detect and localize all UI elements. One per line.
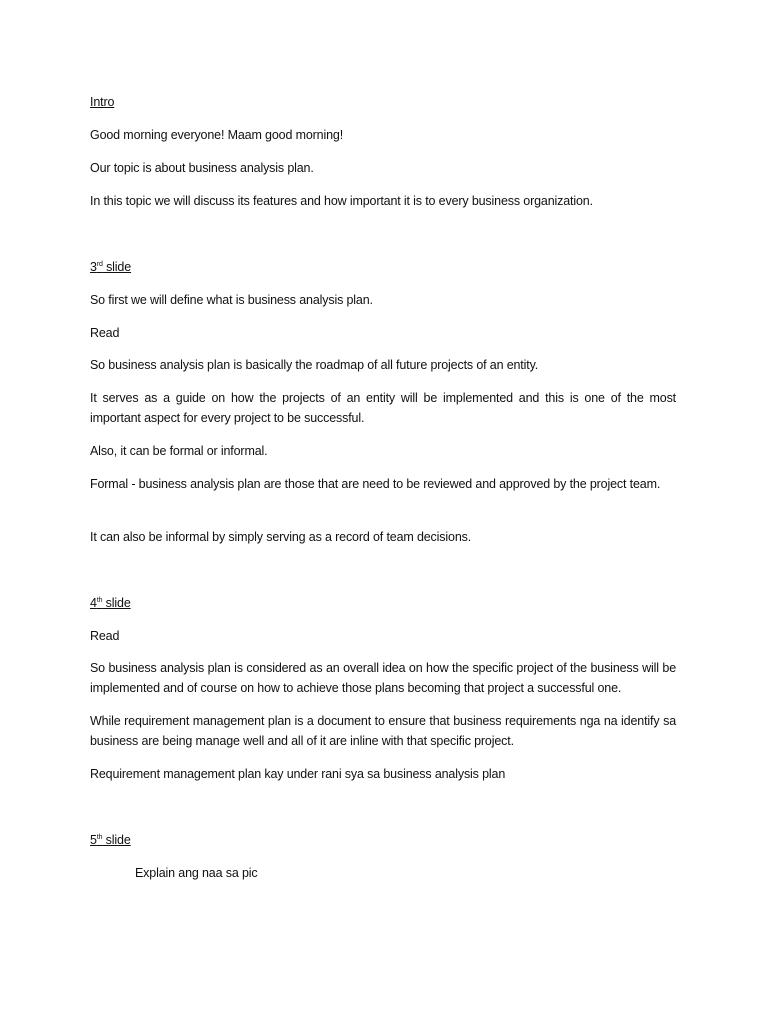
paragraph: Also, it can be formal or informal.	[90, 444, 268, 458]
paragraph: Read	[90, 629, 120, 643]
heading-number: 5	[90, 833, 97, 847]
paragraph: So first we will define what is business analysis plan.	[90, 293, 373, 307]
paragraph: Our topic is about business analysis plan.	[90, 161, 314, 175]
section-heading-intro: Intro	[90, 95, 115, 109]
paragraph: Good morning everyone! Maam good morning!	[90, 128, 344, 142]
heading-number: 3	[90, 260, 97, 274]
heading-number: 4	[90, 596, 97, 610]
section-heading-slide-4	[90, 593, 676, 613]
paragraph: Read	[90, 326, 120, 340]
paragraph: Formal - business analysis plan are those that are need to be reviewed and approved by the project team.	[90, 477, 661, 491]
heading-ordinal-suffix: th	[96, 834, 103, 841]
paragraph: It serves as a guide on how the projects of an entity will be implemented and this is one of the most important aspect for every project to be successful.	[90, 391, 676, 425]
heading-ordinal-suffix: th	[96, 597, 103, 604]
paragraph: While requirement management plan is a document to ensure that business requirements nga na identify sa business are being manage well and all of it are inline with that specific project.	[90, 714, 676, 748]
section-heading-slide-5	[90, 830, 676, 850]
paragraph: Requirement management plan kay under rani sya sa business analysis plan	[90, 767, 506, 781]
paragraph: Explain ang naa sa pic	[135, 866, 258, 880]
paragraph: So business analysis plan is basically the roadmap of all future projects of an entity.	[90, 358, 539, 372]
section-heading-slide-3	[90, 257, 676, 277]
heading-ordinal-suffix: rd	[96, 261, 103, 268]
heading-text: slide	[102, 596, 131, 610]
paragraph: It can also be informal by simply serving as a record of team decisions.	[90, 530, 472, 544]
paragraph: In this topic we will discuss its features and how important it is to every business organization.	[90, 194, 593, 208]
paragraph: So business analysis plan is considered as an overall idea on how the specific project of the business will be implemented and of course on how to achieve those plans becoming that project a successful one.	[90, 661, 676, 695]
heading-text: slide	[102, 833, 131, 847]
heading-text: slide	[102, 260, 132, 274]
